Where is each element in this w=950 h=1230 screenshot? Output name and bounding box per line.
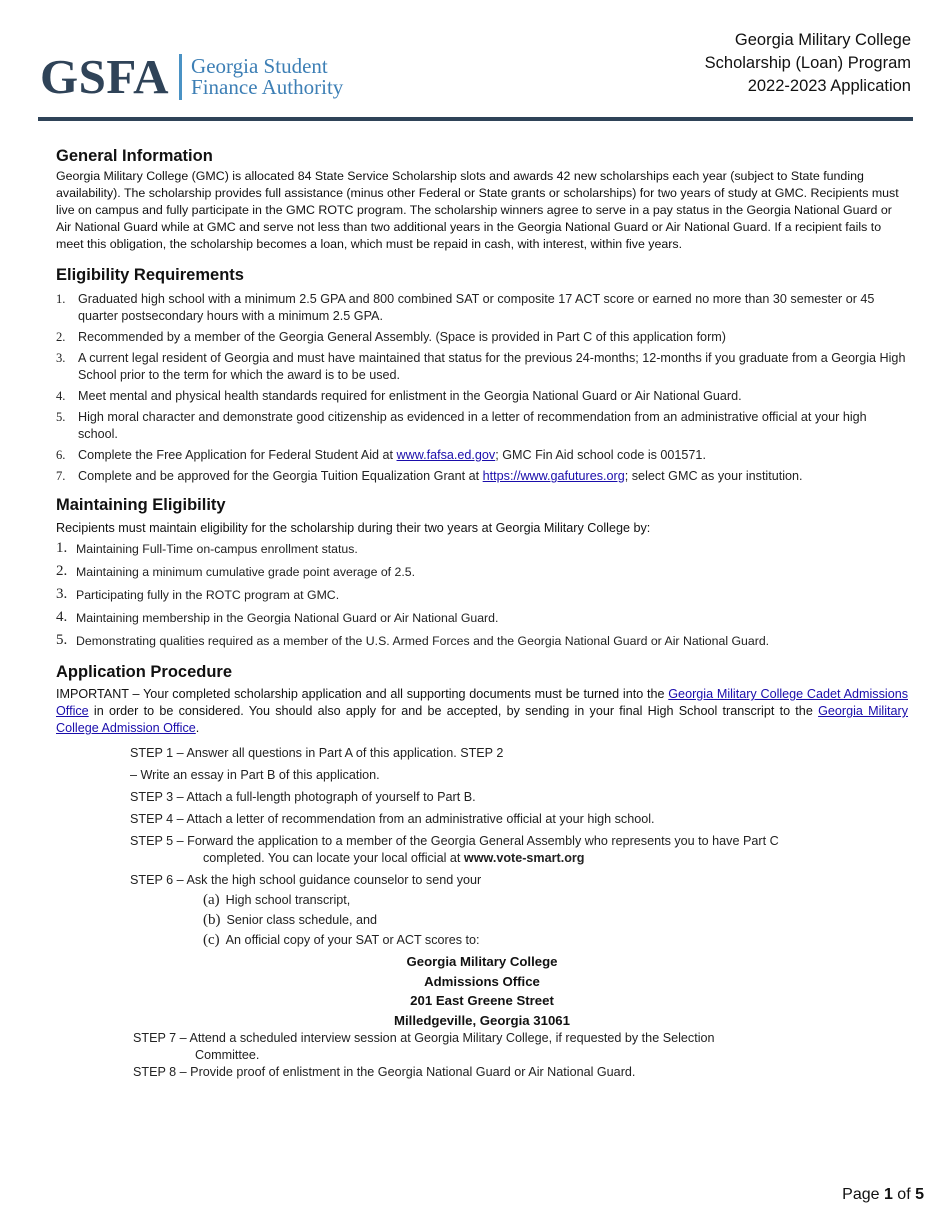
general-info-text: Georgia Military College (GMC) is allocated 84 State Service Scholarship slots and awards 42 new scholarships each year (subject to State funding availability). The scholarship provides full assistance (minus other Federal or State grants or scholarships) for two years of study at GMC. Recipients must live on campus and fully participate in the GMC ROTC program. The scholarship winners agree to serve in a pay status in the Georgia National Guard or Air National Guard while at GMC and serve not less than two additional years in the Georgia National Guard or Air National Guard. If a recipient fails to meet this obligation, the scholarship becomes a loan, which must be repaid in cash, with interest, within five years. (56, 169, 899, 251)
maintaining-heading: Maintaining Eligibility (56, 496, 226, 514)
list-text: Recommended by a member of the Georgia General Assembly. (Space is provided in Part C of this application form) (78, 330, 726, 344)
step-7-line-2: Committee. (195, 1048, 260, 1062)
list-text: Complete and be approved for the Georgia Tuition Equalization Grant at (78, 469, 483, 483)
logo-line-2: Finance Authority (191, 74, 344, 99)
page-number (842, 1186, 924, 1204)
step-3: STEP 3 – Attach a full-length photograph of yourself to Part B. (130, 790, 476, 804)
fafsa-link[interactable]: www.fafsa.ed.gov (396, 448, 496, 462)
list-text: Complete the Free Application for Federal Student Aid at (78, 448, 397, 462)
page-current: 1 (883, 1186, 893, 1203)
list-item (56, 541, 908, 558)
list-number: 3. (56, 586, 68, 602)
list-text: ; select GMC as your institution. (624, 469, 803, 483)
step-1: STEP 1 – Answer all questions in Part A of this application. STEP 2 (130, 746, 504, 760)
list-item (56, 409, 908, 443)
list-number: 7. (56, 469, 66, 483)
important-note (56, 686, 908, 737)
general-info-heading: General Information (56, 147, 213, 165)
admission-office-link[interactable]: Georgia Military College Admission Office (56, 704, 909, 735)
step-7 (133, 1030, 908, 1064)
maintaining-list (56, 541, 908, 650)
step-5-line-1: STEP 5 – Forward the application to a member of the Georgia General Assembly who represents you to have Part C (130, 834, 779, 848)
maintaining-intro: Recipients must maintain eligibility for the scholarship during their two years at Georgia Military College by: (56, 521, 651, 535)
step-5-text: completed. You can locate your local official at (203, 851, 464, 865)
page-of: of (892, 1186, 916, 1203)
list-text: Maintaining Full-Time on-campus enrollment status. (76, 542, 358, 556)
sub-letter: (a) (203, 892, 220, 908)
title-line-2: Scholarship (Loan) Program (704, 54, 911, 72)
list-item (56, 350, 908, 384)
address-line: Milledgeville, Georgia 31061 (394, 1012, 570, 1028)
step-6-sub-c (203, 932, 908, 949)
list-item (56, 587, 908, 604)
list-number: 4. (56, 389, 66, 403)
logo-mark: GSFA (40, 49, 170, 104)
address-line: Admissions Office (424, 973, 540, 989)
step-5-line-2 (130, 850, 908, 867)
step-2: – Write an essay in Part B of this application. (130, 768, 380, 782)
list-number: 2. (56, 563, 68, 579)
note-text: in order to be considered. You should also apply for and be accepted, by sending in your final High School transcript to the (88, 704, 819, 718)
list-item (56, 633, 908, 650)
note-text: IMPORTANT – Your completed scholarship application and all supporting documents must be turned into the (56, 687, 669, 701)
list-number: 2. (56, 330, 66, 344)
page-total: 5 (915, 1186, 924, 1203)
logo-line-1: Georgia Student (191, 53, 328, 78)
steps-list (130, 745, 908, 1081)
eligibility-list (56, 291, 908, 485)
title-line-1: Georgia Military College (734, 31, 911, 49)
list-number: 1. (56, 540, 68, 556)
list-item (56, 329, 908, 346)
step-6-sub-a (203, 892, 908, 909)
address-line: 201 East Greene Street (410, 993, 554, 1008)
list-text: Meet mental and physical health standards required for enlistment in the Georgia National Guard or Air National Guard. (78, 389, 742, 403)
document-title (705, 29, 911, 98)
list-item (56, 468, 908, 485)
list-text: ; GMC Fin Aid school code is 001571. (495, 448, 706, 462)
address-line: Georgia Military College (406, 954, 558, 969)
step-8: STEP 8 – Provide proof of enlistment in the Georgia National Guard or Air National Guard. (133, 1065, 636, 1079)
list-text: A current legal resident of Georgia and must have maintained that status for the previous 24-months; 12-months if you graduate from a Georgia High School prior to the term for which the award is to be used. (78, 351, 906, 382)
note-text: . (195, 721, 200, 735)
list-item (56, 564, 908, 581)
sub-text: An official copy of your SAT or ACT scores to: (225, 933, 480, 947)
step-5 (130, 833, 908, 867)
list-text: Demonstrating qualities required as a member of the U.S. Armed Forces and the Georgia National Guard or Air National Guard. (76, 634, 770, 648)
mailing-address (56, 952, 908, 1030)
step-7-line-1: STEP 7 – Attend a scheduled interview session at Georgia Military College, if requested by the Selection (133, 1031, 715, 1045)
cadet-admissions-link[interactable]: Georgia Military College Cadet Admissions Office (56, 687, 908, 718)
list-number: 4. (56, 609, 68, 625)
list-number: 5. (56, 632, 68, 648)
gafutures-link[interactable]: https://www.gafutures.org (482, 469, 625, 483)
list-item (56, 447, 908, 464)
eligibility-heading: Eligibility Requirements (56, 266, 244, 284)
list-number: 5. (56, 410, 66, 424)
procedure-heading: Application Procedure (56, 663, 233, 681)
sub-text: High school transcript, (225, 893, 351, 907)
sub-text: Senior class schedule, and (226, 913, 378, 927)
list-text: Graduated high school with a minimum 2.5 GPA and 800 combined SAT or composite 17 ACT score or earned no more than 30 semester or 45 quarter postsecondary hours with a minimum 2.5 GPA. (78, 292, 875, 323)
document-body (56, 146, 908, 1081)
list-text: Participating fully in the ROTC program at GMC. (76, 588, 340, 602)
list-number: 1. (56, 292, 66, 306)
gsfa-logo (40, 49, 344, 104)
list-item (56, 291, 908, 325)
sub-letter: (b) (203, 912, 221, 928)
list-number: 6. (56, 448, 66, 462)
list-item (56, 610, 908, 627)
vote-smart-url: www.vote-smart.org (463, 851, 585, 865)
step-4: STEP 4 – Attach a letter of recommendation from an administrative official at your high school. (130, 812, 655, 826)
page-prefix: Page (842, 1186, 884, 1203)
list-text: Maintaining membership in the Georgia National Guard or Air National Guard. (76, 611, 499, 625)
title-line-3: 2022-2023 Application (747, 77, 911, 95)
step-6: STEP 6 – Ask the high school guidance counselor to send your (130, 873, 482, 887)
list-item (56, 388, 908, 405)
sub-letter: (c) (203, 932, 220, 948)
step-6-sub-b (203, 912, 908, 929)
logo-text (191, 53, 344, 99)
list-number: 3. (56, 351, 66, 365)
logo-divider (179, 54, 182, 100)
list-text: High moral character and demonstrate good citizenship as evidenced in a letter of recommendation from an administrative official at your high school. (78, 410, 867, 441)
list-text: Maintaining a minimum cumulative grade point average of 2.5. (76, 565, 416, 579)
header-rule (38, 117, 913, 121)
